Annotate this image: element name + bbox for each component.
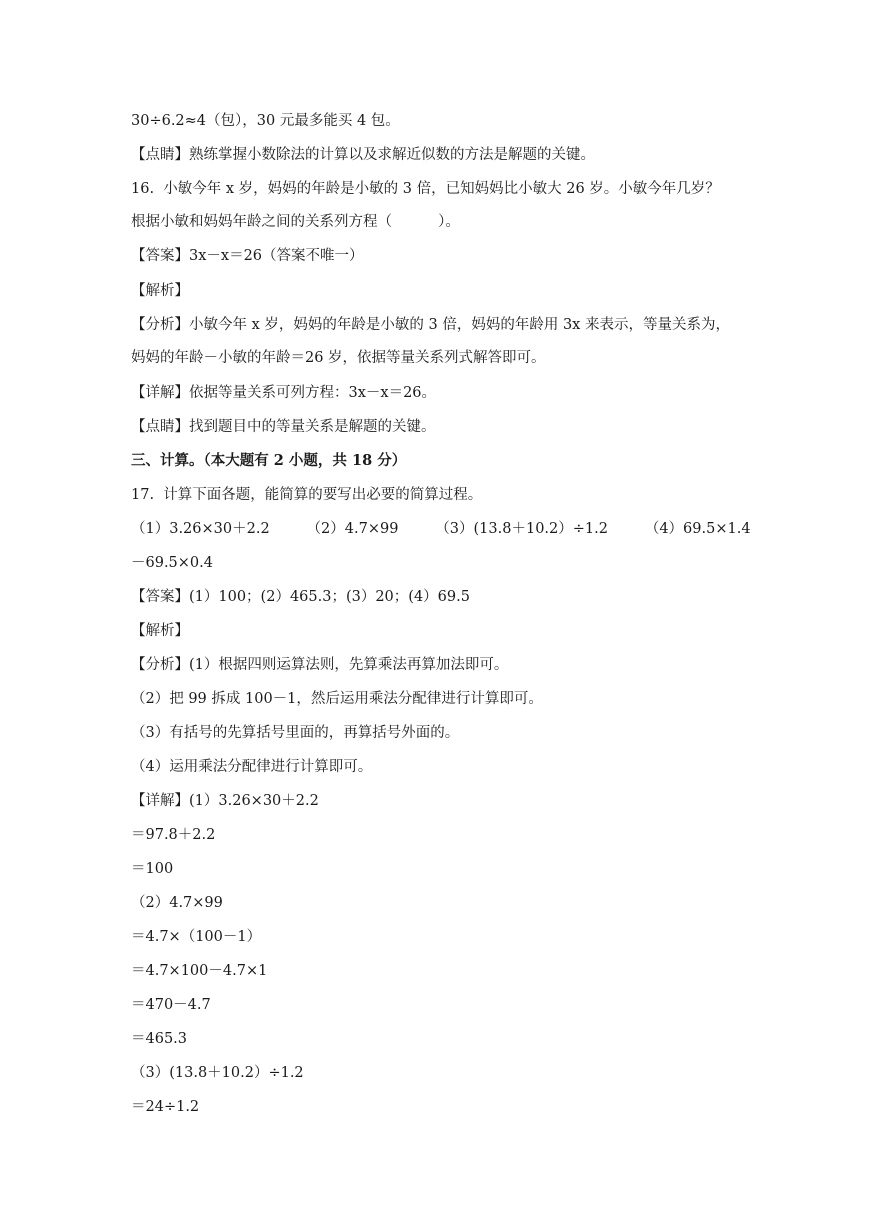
analysis-heading: 【解析】 [131, 623, 189, 639]
remark-line: 【点睛】找到题目中的等量关系是解题的关键。 [131, 419, 436, 435]
analysis-line-4: （4）运用乘法分配律进行计算即可。 [131, 759, 373, 775]
question-17-items-line-2: －69.5×0.4 [131, 555, 213, 571]
remark-line: 【点睛】熟练掌握小数除法的计算以及求解近似数的方法是解题的关键。 [131, 147, 595, 163]
calc-step: ＝4.7×100－4.7×1 [131, 963, 268, 979]
detail-line: 【详解】依据等量关系可列方程：3x－x＝26。 [131, 385, 437, 401]
calc-step: ＝470－4.7 [131, 997, 211, 1013]
calc-step: ＝97.8＋2.2 [131, 827, 216, 843]
calc-step: ＝465.3 [131, 1031, 188, 1047]
answer-line: 【答案】3x－x＝26（答案不唯一） [131, 248, 364, 264]
calc-step: ＝24÷1.2 [131, 1099, 200, 1115]
text-line: 30÷6.2≈4（包），30 元最多能买 4 包。 [131, 113, 400, 129]
question-16-line-2: 根据小敏和妈妈年龄之间的关系列方程（ ）。 [131, 214, 460, 230]
calc-step: ＝100 [131, 861, 174, 877]
analysis-line-1: 【分析】(1）根据四则运算法则，先算乘法再算加法即可。 [131, 657, 509, 673]
analysis-line-2: （2）把 99 拆成 100－1，然后运用乘法分配律进行计算即可。 [131, 691, 543, 707]
detail-line: 【详解】(1）3.26×30＋2.2 [131, 793, 319, 809]
question-17-line: 17. 计算下面各题，能简算的要写出必要的简算过程。 [131, 487, 483, 503]
calc-step: （2）4.7×99 [131, 895, 223, 911]
analysis-heading: 【解析】 [131, 283, 189, 299]
analysis-line-3: （3）有括号的先算括号里面的，再算括号外面的。 [131, 725, 460, 741]
section-heading: 三、计算。（本大题有 2 小题，共 18 分） [131, 452, 407, 469]
calc-step: （3）(13.8＋10.2）÷1.2 [131, 1065, 304, 1081]
calc-step: ＝4.7×（100－1） [131, 929, 262, 945]
question-16-line-1: 16. 小敏今年 x 岁，妈妈的年龄是小敏的 3 倍，已知妈妈比小敏大 26 岁。小敏今年几岁？ [131, 181, 720, 197]
answer-line: 【答案】(1）100；(2）465.3；(3）20；(4）69.5 [131, 589, 470, 605]
analysis-line-1: 【分析】小敏今年 x 岁，妈妈的年龄是小敏的 3 倍，妈妈的年龄用 3x 来表示，等量关系为， [131, 317, 730, 333]
question-17-items-line-1: （1）3.26×30＋2.2 （2）4.7×99 （3）(13.8＋10.2）÷1.2 （4）69.5×1.4 [131, 521, 751, 537]
analysis-line-2: 妈妈的年龄－小敏的年龄＝26 岁，依据等量关系列式解答即可。 [131, 350, 546, 366]
